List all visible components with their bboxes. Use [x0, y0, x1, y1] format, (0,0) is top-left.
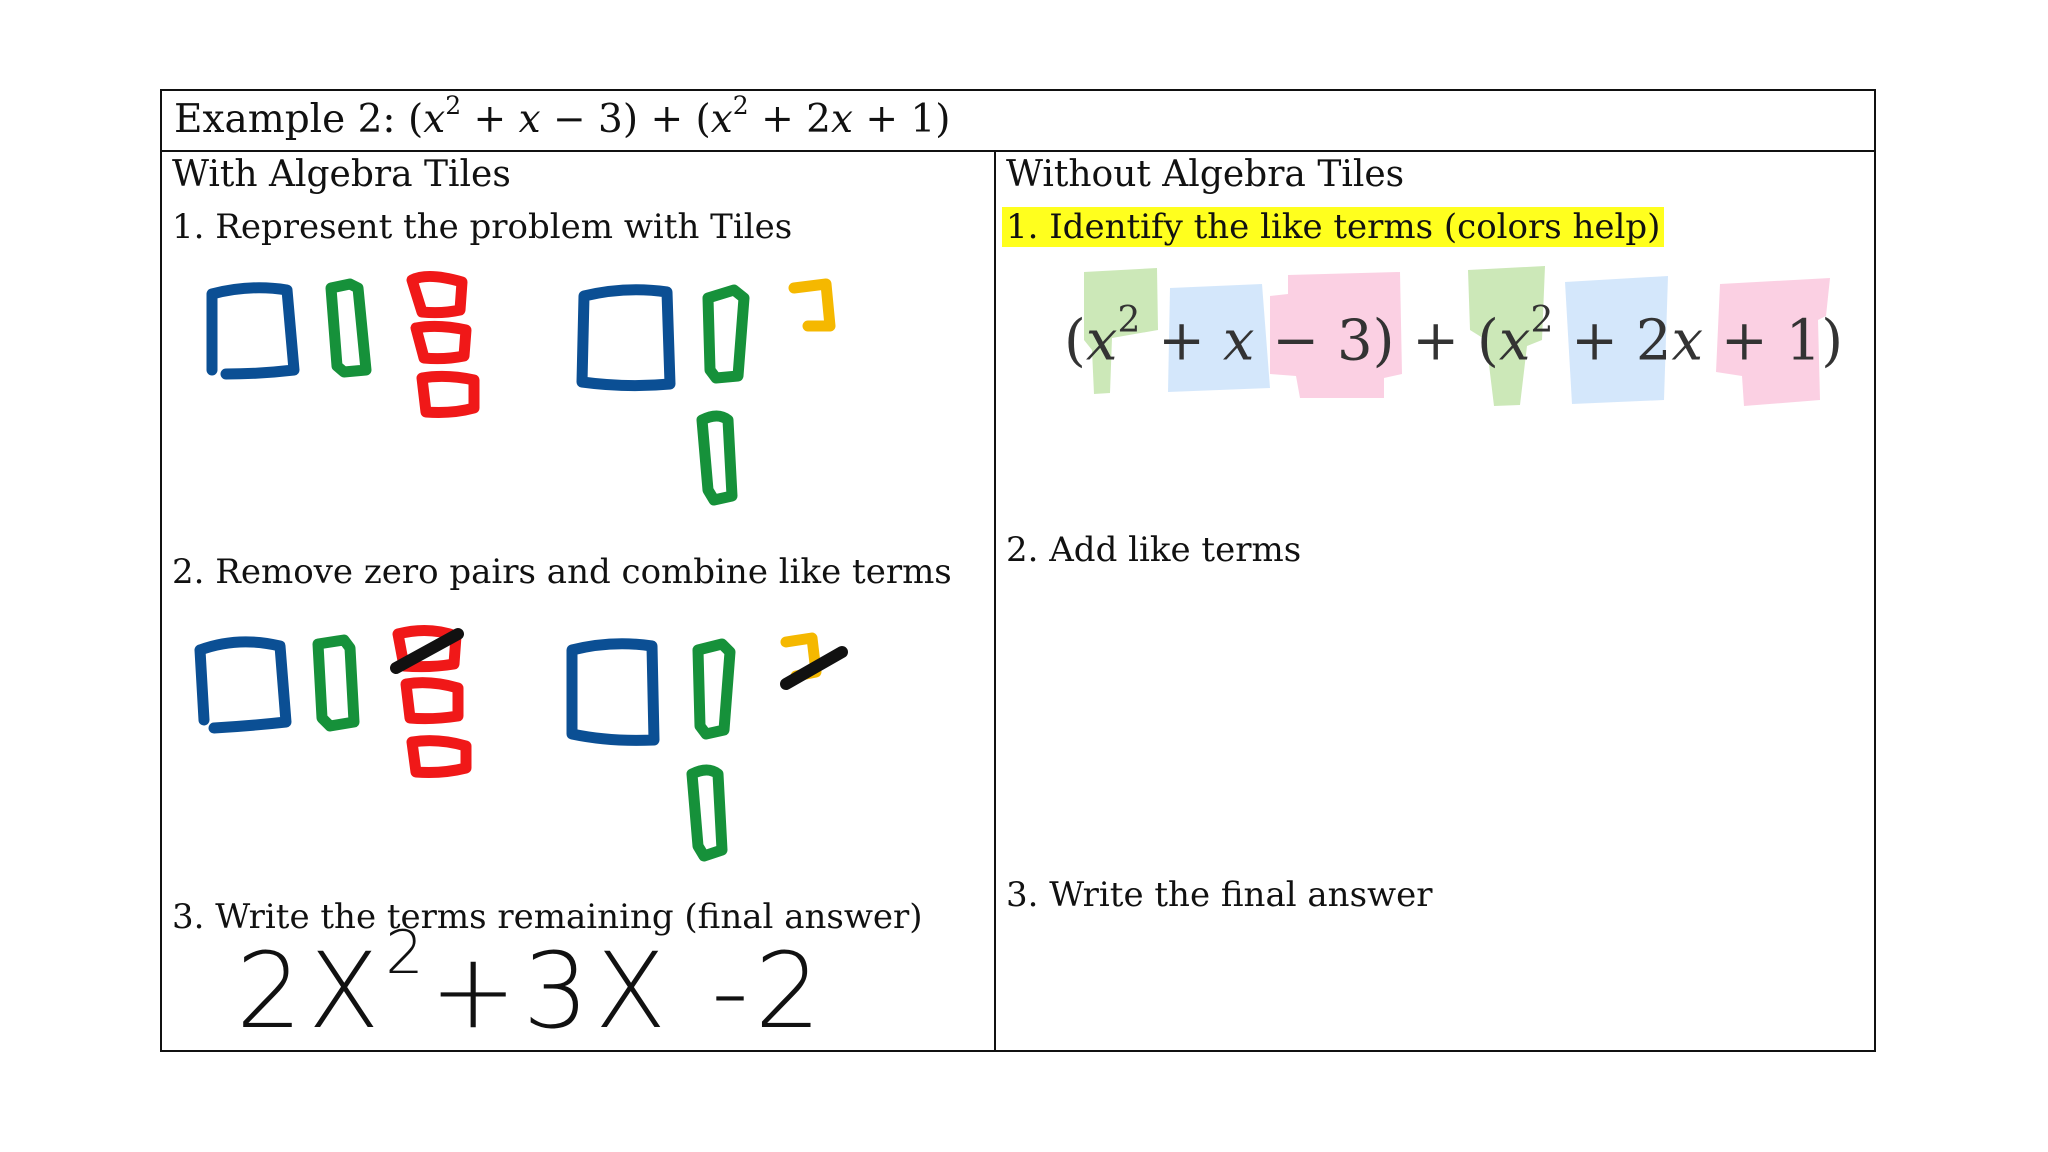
- right-heading: Without Algebra Tiles: [1006, 154, 1405, 195]
- negative-unit-tile: [412, 276, 462, 312]
- negative-unit-tile: [422, 376, 474, 412]
- right-step-2: 2. Add like terms: [1006, 530, 1302, 570]
- x-squared-tile: [572, 644, 654, 741]
- right-step-3: 3. Write the final answer: [1006, 875, 1433, 915]
- left-step-1: 1. Represent the problem with Tiles: [172, 207, 793, 247]
- negative-unit-tile: [406, 683, 458, 719]
- x-tile: [318, 640, 354, 726]
- x-tile: [708, 290, 744, 378]
- right-expression: $(x^2 + x - 3) + (x^2 + 2x + 1)$: [1064, 300, 1844, 374]
- x-tile: [702, 416, 732, 500]
- left-step-3: 3. Write the terms remaining (final answer): [172, 897, 923, 937]
- x-squared-tile: [582, 290, 670, 386]
- negative-unit-tile: [416, 326, 466, 358]
- handwritten-answer: $2X^2+3X$ -2: [236, 918, 827, 1052]
- positive-unit-tile: [794, 284, 830, 326]
- example-title: Example 2: $(x^2 + x - 3) + (x^2 + 2x + 1)$: [174, 91, 951, 142]
- x-squared-tile: [212, 288, 294, 374]
- x-tile: [698, 644, 730, 734]
- left-heading: With Algebra Tiles: [172, 154, 511, 195]
- highlight-yellow: 1. Identify the like terms (colors help): [1002, 207, 1664, 247]
- x-squared-tile: [200, 642, 286, 728]
- x-tile: [331, 284, 366, 372]
- left-step-2: 2. Remove zero pairs and combine like terms: [172, 552, 952, 592]
- x-tile: [692, 770, 722, 856]
- negative-unit-tile: [412, 741, 466, 773]
